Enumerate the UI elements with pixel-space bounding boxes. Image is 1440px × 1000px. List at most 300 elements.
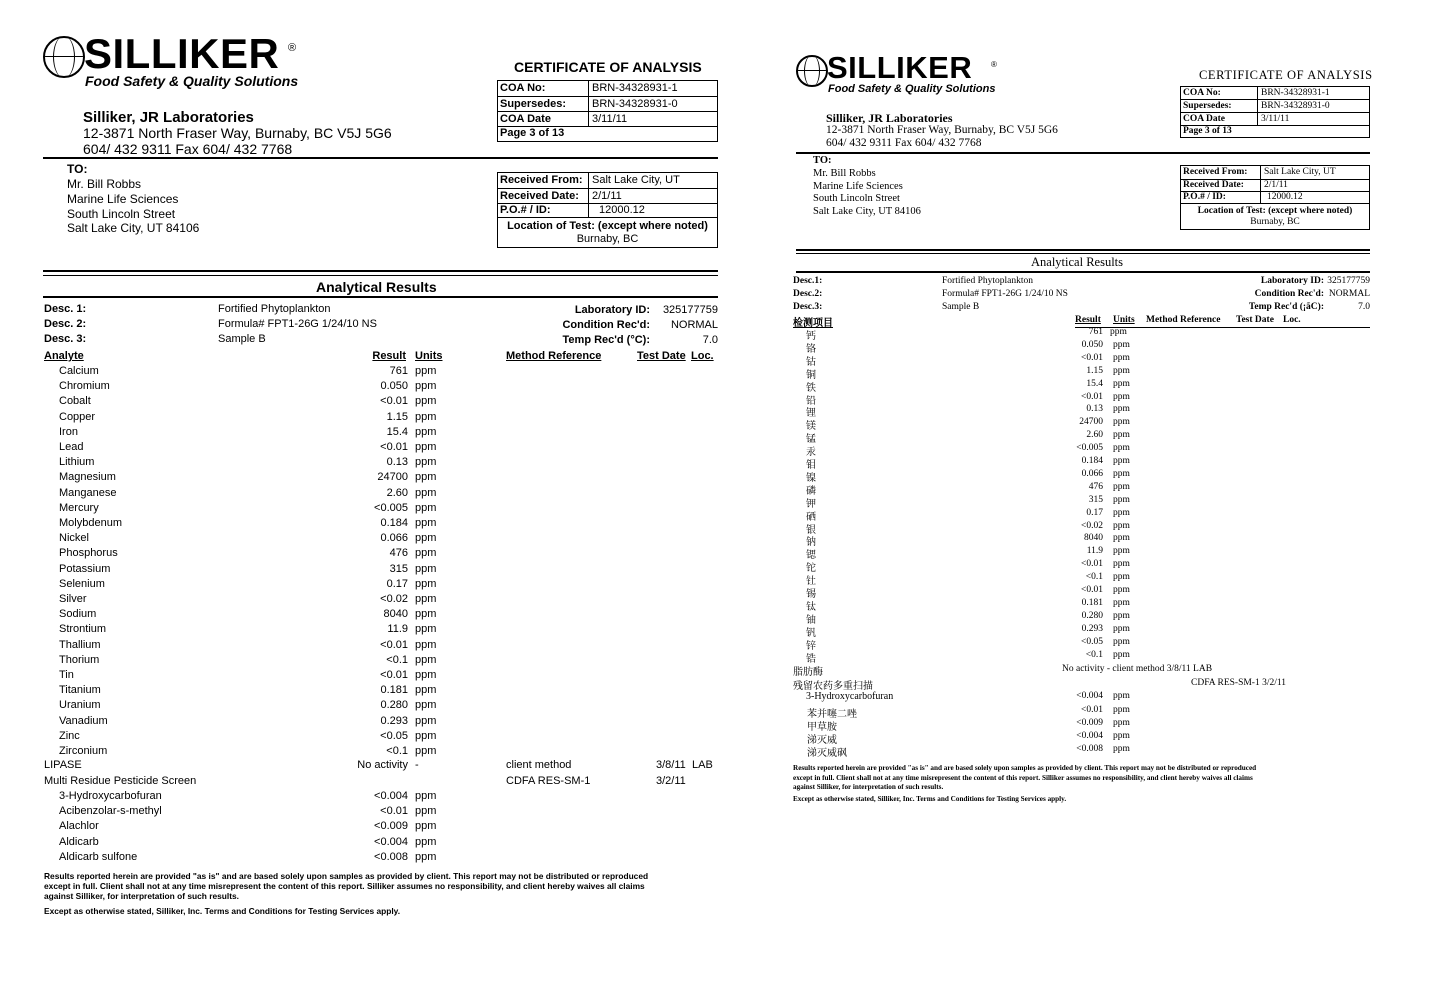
analyte-name: 锶 <box>806 550 816 562</box>
disclaimer-line-2: except in full. Client shall not at any time misrepresent the content of this report. Silliker assumes no responsibility, and client hereby waives all claims <box>44 881 645 891</box>
col-units: Units <box>415 350 443 362</box>
condition-value: NORMAL <box>1328 289 1370 299</box>
disclaimer-line-3: against Silliker, for interpretation of such results. <box>44 891 239 901</box>
analyte-units: ppm <box>415 380 437 393</box>
lab-name: Silliker, JR Laboratories <box>83 109 254 126</box>
col-result: Result <box>1075 315 1101 325</box>
analyte-name: Silver <box>59 593 87 605</box>
analyte-name: Thorium <box>59 653 100 666</box>
lab-id-value: 325177759 <box>662 304 718 316</box>
pesticide-name: 涕灭威砜 <box>807 748 847 759</box>
analyte-name: Cobalt <box>59 395 91 408</box>
analyte-result: 476 <box>1088 481 1103 492</box>
supersedes-label: Supersedes: <box>498 97 589 111</box>
analyte-result: <0.01 <box>1081 559 1103 570</box>
analyte-units: ppm <box>415 669 437 681</box>
analyte-name: 铬 <box>806 343 816 355</box>
to-line-2: Marine Life Sciences <box>813 181 903 192</box>
to-line-4: Salt Lake City, UT 84106 <box>813 206 921 217</box>
received-date-value: 2/1/11 <box>592 190 622 202</box>
analyte-units: ppm <box>415 623 437 636</box>
analyte-units: ppm <box>1113 507 1130 518</box>
analyte-result: 315 <box>389 562 408 575</box>
analyte-result: <0.01 <box>1081 352 1103 363</box>
lipase-loc: LAB <box>692 759 713 771</box>
pesticide-units: ppm <box>415 835 437 848</box>
analyte-result: 8040 <box>383 608 408 621</box>
analyte-name: 硒 <box>806 511 816 523</box>
analyte-result: 0.184 <box>380 517 408 529</box>
analyte-units: ppm <box>415 562 437 575</box>
location-value: Burnaby, BC <box>1250 217 1300 227</box>
analyte-name: 铊 <box>806 563 816 575</box>
analyte-name: Potassium <box>59 562 111 575</box>
certificate-info-box <box>1180 86 1370 138</box>
analyte-name: Vanadium <box>59 714 108 727</box>
analyte-result: <0.01 <box>380 441 408 453</box>
analyte-name: 汞 <box>806 447 816 459</box>
lab-name: Silliker, JR Laboratories <box>826 111 953 125</box>
disclaimer-line-1: Results reported herein are provided "as is" and are based solely upon samples as provided by client. This report may not be distributed or reproduced <box>793 764 1257 772</box>
pesticide-units: ppm <box>1113 705 1130 715</box>
analyte-name: Nickel <box>59 532 89 545</box>
analyte-name: 银 <box>806 524 816 536</box>
pesticide-result: <0.004 <box>1076 691 1103 701</box>
analyte-result: <0.01 <box>380 638 408 651</box>
pesticide-result: <0.008 <box>1076 744 1103 754</box>
lab-id-value: 325177759 <box>1327 276 1370 286</box>
company-tagline: Food Safety & Quality Solutions <box>828 83 996 95</box>
disclaimer-line-2: except in full. Client shall not at any time misrepresent the content of this report. Silliker assumes no responsibility, and client hereby waives all claims <box>793 774 1253 782</box>
pesticide-units: ppm <box>415 850 437 863</box>
pesticide-screen-name: Multi Residue Pesticide Screen <box>44 775 197 787</box>
analyte-units: ppm <box>1113 520 1130 531</box>
coa-date-value: 3/11/11 <box>1261 114 1290 124</box>
coa-date-value: 3/11/11 <box>592 113 628 125</box>
condition-value: NORMAL <box>670 319 718 331</box>
lab-phone: 604/ 432 9311 Fax 604/ 432 7768 <box>826 137 982 149</box>
results-rule-top-2 <box>796 253 1370 254</box>
analyte-units: ppm <box>1113 417 1130 428</box>
pesticide-result: <0.009 <box>374 820 408 833</box>
lipase-units: - <box>415 759 419 771</box>
analyte-result: 315 <box>1088 494 1103 505</box>
lipase-method: client method <box>506 759 572 771</box>
analyte-units: ppm <box>415 456 437 469</box>
pesticide-result: <0.009 <box>1076 718 1103 728</box>
lipase-name: 脂肪酶 <box>793 667 823 678</box>
pesticide-units: ppm <box>415 820 437 833</box>
col-analyte: 检测项目 <box>793 318 833 329</box>
analyte-result: <0.02 <box>1081 520 1103 531</box>
desc1-label: Desc.1: <box>793 276 823 286</box>
analyte-result: <0.005 <box>374 501 408 514</box>
to-label: TO: <box>67 162 88 176</box>
analyte-name: Molybdenum <box>59 517 122 529</box>
col-units: Units <box>1113 315 1135 325</box>
analyte-units: ppm <box>1113 636 1130 647</box>
coa-no-value: BRN-34328931-1 <box>592 82 678 94</box>
coa-date-label: COA Date <box>498 112 589 126</box>
analyte-name: 钒 <box>806 627 816 639</box>
results-rule-bottom <box>796 271 1370 273</box>
analyte-result: <0.005 <box>1076 443 1103 454</box>
lab-address: 12-3871 North Fraser Way, Burnaby, BC V5J 5G6 <box>83 125 392 141</box>
col-result: Result <box>372 350 406 362</box>
col-analyte: Analyte <box>44 350 84 362</box>
analyte-name: 铅 <box>806 395 816 407</box>
analyte-name: Lead <box>59 441 84 453</box>
analyte-name: 镍 <box>806 472 816 484</box>
to-label: TO: <box>813 155 832 166</box>
analyte-name: Chromium <box>59 380 110 393</box>
pesticide-result: <0.01 <box>380 805 408 818</box>
terms-line: Except as otherwise stated, Silliker, Inc. Terms and Conditions for Testing Services apply. <box>793 795 1067 803</box>
analyte-units: ppm <box>1113 649 1130 660</box>
to-line-3: South Lincoln Street <box>813 193 900 204</box>
lab-id-label: Laboratory ID: <box>574 304 650 316</box>
col-method: Method Reference <box>506 350 602 362</box>
analyte-name: Iron <box>59 425 78 438</box>
globe-logo-icon <box>796 55 828 87</box>
analyte-units: ppm <box>1113 378 1130 389</box>
results-title: Analytical Results <box>1031 255 1123 269</box>
desc2-value: Formula# FPT1-26G 1/24/10 NS <box>218 318 377 330</box>
analyte-units: ppm <box>415 425 437 438</box>
analyte-result: 11.9 <box>1086 546 1103 557</box>
analyte-name: Manganese <box>59 486 117 499</box>
pesticide-units: ppm <box>415 805 437 818</box>
analyte-units: ppm <box>1113 481 1130 492</box>
analyte-units: ppm <box>1113 391 1130 402</box>
desc2-label: Desc. 2: <box>44 318 87 330</box>
analyte-units: ppm <box>415 653 437 666</box>
analyte-units: ppm <box>1113 352 1130 363</box>
analyte-result: 0.050 <box>380 380 408 393</box>
received-from-value: Salt Lake City, UT <box>592 174 680 186</box>
disclaimer-line-1: Results reported herein are provided "as is" and are based solely upon samples as provided by client. This report may not be distributed or reproduced <box>44 871 649 881</box>
analyte-name: Sodium <box>59 608 97 621</box>
received-info-box <box>497 172 718 248</box>
analyte-units: ppm <box>1113 404 1130 415</box>
pesticide-name: 甲草胺 <box>807 722 837 733</box>
analyte-name: 锂 <box>806 408 816 420</box>
desc1-label: Desc. 1: <box>44 303 87 315</box>
po-label: P.O.# / ID: <box>498 204 589 217</box>
analyte-name: 钠 <box>806 537 816 549</box>
analyte-name: 镁 <box>806 421 816 433</box>
received-date-label: Received Date: <box>498 189 589 203</box>
coa-date-label: COA Date <box>1181 113 1258 125</box>
pesticide-result: <0.008 <box>374 850 408 863</box>
supersedes-value: BRN-34328931-0 <box>1261 101 1330 111</box>
analyte-name: 铁 <box>806 382 816 394</box>
analyte-result: 761 <box>389 365 408 377</box>
page-number: Page 3 of 13 <box>500 127 565 139</box>
pesticide-name: 3-Hydroxycarbofuran <box>806 691 894 702</box>
analyte-result: <0.1 <box>1085 649 1103 660</box>
lipase-result: No activity <box>357 759 408 771</box>
analyte-name: Titanium <box>59 684 101 697</box>
lipase-line: No activity - client method 3/8/11 LAB <box>1062 664 1213 674</box>
analyte-units: ppm <box>415 395 437 408</box>
pesticide-result: <0.004 <box>1076 731 1103 741</box>
analyte-units: ppm <box>1113 623 1130 634</box>
desc3-label: Desc. 3: <box>44 333 87 345</box>
pesticide-units: ppm <box>1113 691 1130 701</box>
analyte-result: 8040 <box>1084 533 1103 544</box>
to-line-1: Mr. Bill Robbs <box>67 177 142 191</box>
analyte-units: ppm <box>415 501 437 514</box>
analyte-units: ppm <box>415 745 437 757</box>
terms-line: Except as otherwise stated, Silliker, Inc. Terms and Conditions for Testing Services apply. <box>44 906 401 916</box>
analyte-result: 2.60 <box>386 486 408 499</box>
analyte-units: ppm <box>1113 339 1130 350</box>
analyte-result: 1.15 <box>1086 365 1103 376</box>
analyte-name: 钾 <box>806 498 816 510</box>
results-rule-top-2 <box>43 275 718 276</box>
temp-value: 7.0 <box>702 334 718 346</box>
pesticide-result: <0.01 <box>1081 705 1103 715</box>
analyte-name: 锆 <box>806 653 816 665</box>
analyte-units: ppm <box>1113 610 1130 621</box>
results-rule-top <box>43 270 718 272</box>
pesticide-name: Acibenzolar-s-methyl <box>59 805 162 818</box>
analyte-units: ppm <box>1113 430 1130 441</box>
analyte-name: 锌 <box>806 640 816 652</box>
pesticide-name: 苯并噻二唑 <box>807 709 857 720</box>
analyte-name: 锰 <box>806 434 816 446</box>
disclaimer-line-3: against Silliker, for interpretation of such results. <box>793 783 944 791</box>
analyte-result: 0.050 <box>1081 339 1103 350</box>
lipase-name: LIPASE <box>44 759 82 771</box>
analyte-units: ppm <box>1113 443 1130 454</box>
received-from-label: Received From: <box>498 173 589 188</box>
analyte-units: ppm <box>415 517 437 529</box>
analyte-units: ppm <box>415 608 437 621</box>
analyte-units: ppm <box>415 532 437 545</box>
received-info-box <box>1180 165 1370 230</box>
pesticide-units: ppm <box>1113 744 1130 754</box>
company-logo-name: SILLIKER <box>827 50 973 85</box>
temp-label: Temp Rec'd (°C): <box>562 334 650 346</box>
pesticide-screen-method: CDFA RES-SM-1 <box>506 775 591 787</box>
header-divider <box>796 152 1370 154</box>
analyte-result: 15.4 <box>1086 378 1103 389</box>
to-line-3: South Lincoln Street <box>67 207 176 221</box>
analyte-name: Copper <box>59 410 96 423</box>
analyte-result: 15.4 <box>386 425 408 438</box>
po-value: 12000.12 <box>1267 192 1303 202</box>
analyte-result: 0.13 <box>386 456 408 469</box>
location-value: Burnaby, BC <box>576 233 639 245</box>
analyte-result: <0.05 <box>1081 636 1103 647</box>
analyte-name: Lithium <box>59 456 95 469</box>
col-testdate: Test Date <box>637 350 686 362</box>
pesticide-units: ppm <box>1113 718 1130 728</box>
analyte-result: 0.280 <box>1081 610 1103 621</box>
analyte-result: <0.05 <box>380 729 408 742</box>
analyte-name: Calcium <box>59 365 99 377</box>
condition-label: Condition Rec'd: <box>562 319 650 331</box>
analyte-result: 0.066 <box>380 532 408 545</box>
pesticide-name: 涕灭威 <box>807 735 837 746</box>
analyte-result: <0.1 <box>386 653 408 666</box>
desc3-value: Sample B <box>942 302 980 312</box>
results-rule-bottom <box>43 296 718 298</box>
analyte-units: ppm <box>1113 559 1130 570</box>
analyte-result: 0.280 <box>380 699 408 712</box>
received-from-label: Received From: <box>1181 166 1261 179</box>
analyte-units: ppm <box>415 593 437 605</box>
analyte-name: 钙 <box>806 331 816 342</box>
page-number: Page 3 of 13 <box>1183 126 1232 136</box>
analyte-units: ppm <box>1113 546 1130 557</box>
analyte-result: <0.01 <box>380 395 408 408</box>
analyte-name: Uranium <box>59 699 101 712</box>
analyte-name: 钍 <box>806 576 816 588</box>
analyte-units: ppm <box>1113 468 1130 479</box>
analyte-result: <0.02 <box>380 593 408 605</box>
col-loc: Loc. <box>691 350 714 362</box>
temp-label: Temp Rec'd (¡ãC): <box>1248 302 1324 312</box>
coa-no-label: COA No: <box>498 81 589 96</box>
analyte-units: ppm <box>415 410 437 423</box>
desc3-label: Desc.3: <box>793 302 823 312</box>
to-line-2: Marine Life Sciences <box>67 192 179 206</box>
analyte-name: Phosphorus <box>59 547 118 560</box>
analyte-name: 钛 <box>806 601 816 613</box>
analyte-result: 24700 <box>1079 417 1103 428</box>
analyte-result: 0.17 <box>386 577 408 590</box>
pesticide-name: Alachlor <box>59 820 99 833</box>
analyte-result: 476 <box>389 547 408 560</box>
analyte-name: 铀 <box>806 614 816 626</box>
results-rule-top <box>796 249 1370 251</box>
results-title: Analytical Results <box>316 279 437 295</box>
analyte-units: ppm <box>1113 585 1130 595</box>
analyte-result: <0.01 <box>1081 391 1103 402</box>
to-line-1: Mr. Bill Robbs <box>813 168 876 179</box>
header-divider <box>43 157 718 159</box>
analyte-units: ppm <box>1113 597 1130 608</box>
analyte-result: <0.1 <box>1085 572 1103 583</box>
analyte-result: 0.293 <box>380 714 408 727</box>
pesticide-screen-test-date: 3/2/11 <box>656 775 686 787</box>
company-logo-name: SILLIKER <box>84 30 280 77</box>
analyte-result: 0.17 <box>1086 507 1103 518</box>
analyte-name: Mercury <box>59 501 99 514</box>
analyte-units: ppm <box>415 441 437 453</box>
analyte-units: ppm <box>415 471 437 484</box>
analyte-result: 0.13 <box>1086 404 1103 415</box>
analyte-name: 铜 <box>806 369 816 381</box>
analyte-units: ppm <box>1113 533 1130 544</box>
analyte-units: ppm <box>415 365 437 377</box>
analyte-units: ppm <box>415 638 437 651</box>
lab-address: 12-3871 North Fraser Way, Burnaby, BC V5J 5G6 <box>826 124 1058 136</box>
received-date-label: Received Date: <box>1181 180 1261 191</box>
translated-report-page <box>780 0 1440 1000</box>
pesticide-result: <0.004 <box>374 790 408 802</box>
received-from-value: Salt Lake City, UT <box>1264 167 1336 177</box>
po-value: 12000.12 <box>599 204 645 216</box>
analyte-result: 0.181 <box>1081 597 1103 608</box>
pesticide-result: <0.004 <box>374 835 408 848</box>
pesticide-screen-line: CDFA RES-SM-1 3/2/11 <box>1191 678 1287 688</box>
analyte-units: ppm <box>1110 327 1127 337</box>
analyte-units: ppm <box>415 486 437 499</box>
pesticide-name: Aldicarb sulfone <box>59 850 138 863</box>
supersedes-label: Supersedes: <box>1181 100 1258 112</box>
analyte-result: 0.184 <box>1081 456 1103 466</box>
pesticide-units: ppm <box>1113 731 1130 741</box>
analyte-units: ppm <box>415 699 437 712</box>
col-method: Method Reference <box>1146 315 1221 325</box>
analyte-name: Magnesium <box>59 471 116 484</box>
analyte-name: Selenium <box>59 577 105 590</box>
desc2-label: Desc.2: <box>793 289 823 299</box>
analyte-name: Strontium <box>59 623 107 636</box>
col-loc: Loc. <box>1283 315 1301 325</box>
po-label: P.O.# / ID: <box>1181 192 1261 203</box>
analyte-name: Tin <box>59 669 74 681</box>
analyte-result: <0.01 <box>380 669 408 681</box>
certificate-title: CERTIFICATE OF ANALYSIS <box>514 59 702 75</box>
analyte-units: ppm <box>415 577 437 590</box>
analyte-result: 0.181 <box>380 684 408 697</box>
desc1-value: Fortified Phytoplankton <box>942 276 1034 286</box>
condition-label: Condition Rec'd: <box>1254 289 1324 299</box>
certificate-title: CERTIFICATE OF ANALYSIS <box>1199 68 1373 82</box>
analyte-result: 11.9 <box>387 623 408 636</box>
analyte-name: Zinc <box>59 729 80 742</box>
lab-phone: 604/ 432 9311 Fax 604/ 432 7768 <box>83 141 293 157</box>
analyte-name: Thallium <box>59 638 101 651</box>
desc2-value: Formula# FPT1-26G 1/24/10 NS <box>942 289 1068 299</box>
analyte-units: ppm <box>1113 494 1130 505</box>
coa-no-value: BRN-34328931-1 <box>1261 88 1330 98</box>
analyte-units: ppm <box>415 729 437 742</box>
analyte-name: 钼 <box>806 460 816 471</box>
analyte-result: 0.293 <box>1081 623 1103 634</box>
analyte-units: ppm <box>1113 456 1130 466</box>
location-label: Location of Test: (except where noted) <box>1197 206 1353 216</box>
desc3-value: Sample B <box>218 333 266 345</box>
registered-mark: ® <box>991 60 997 69</box>
lab-id-label: Laboratory ID: <box>1260 276 1324 286</box>
analyte-result: 0.066 <box>1081 468 1103 479</box>
supersedes-value: BRN-34328931-0 <box>592 98 678 110</box>
analyte-result: 1.15 <box>386 410 408 423</box>
analyte-result: 24700 <box>377 471 408 484</box>
analyte-result: <0.01 <box>1081 585 1103 595</box>
coa-no-label: COA No: <box>1181 87 1258 99</box>
received-date-value: 2/1/11 <box>1264 180 1288 190</box>
analyte-units: ppm <box>1113 572 1130 583</box>
analyte-result: 2.60 <box>1086 430 1103 441</box>
col-testdate: Test Date <box>1236 315 1274 325</box>
analyte-units: ppm <box>415 684 437 697</box>
pesticide-name: 3-Hydroxycarbofuran <box>59 790 162 802</box>
analyte-result: 761 <box>1088 327 1103 337</box>
pesticide-units: ppm <box>415 790 437 802</box>
to-line-4: Salt Lake City, UT 84106 <box>67 221 200 235</box>
analyte-result: <0.1 <box>386 745 408 757</box>
registered-mark: ® <box>288 42 297 54</box>
analyte-units: ppm <box>415 714 437 727</box>
analyte-units: ppm <box>415 547 437 560</box>
